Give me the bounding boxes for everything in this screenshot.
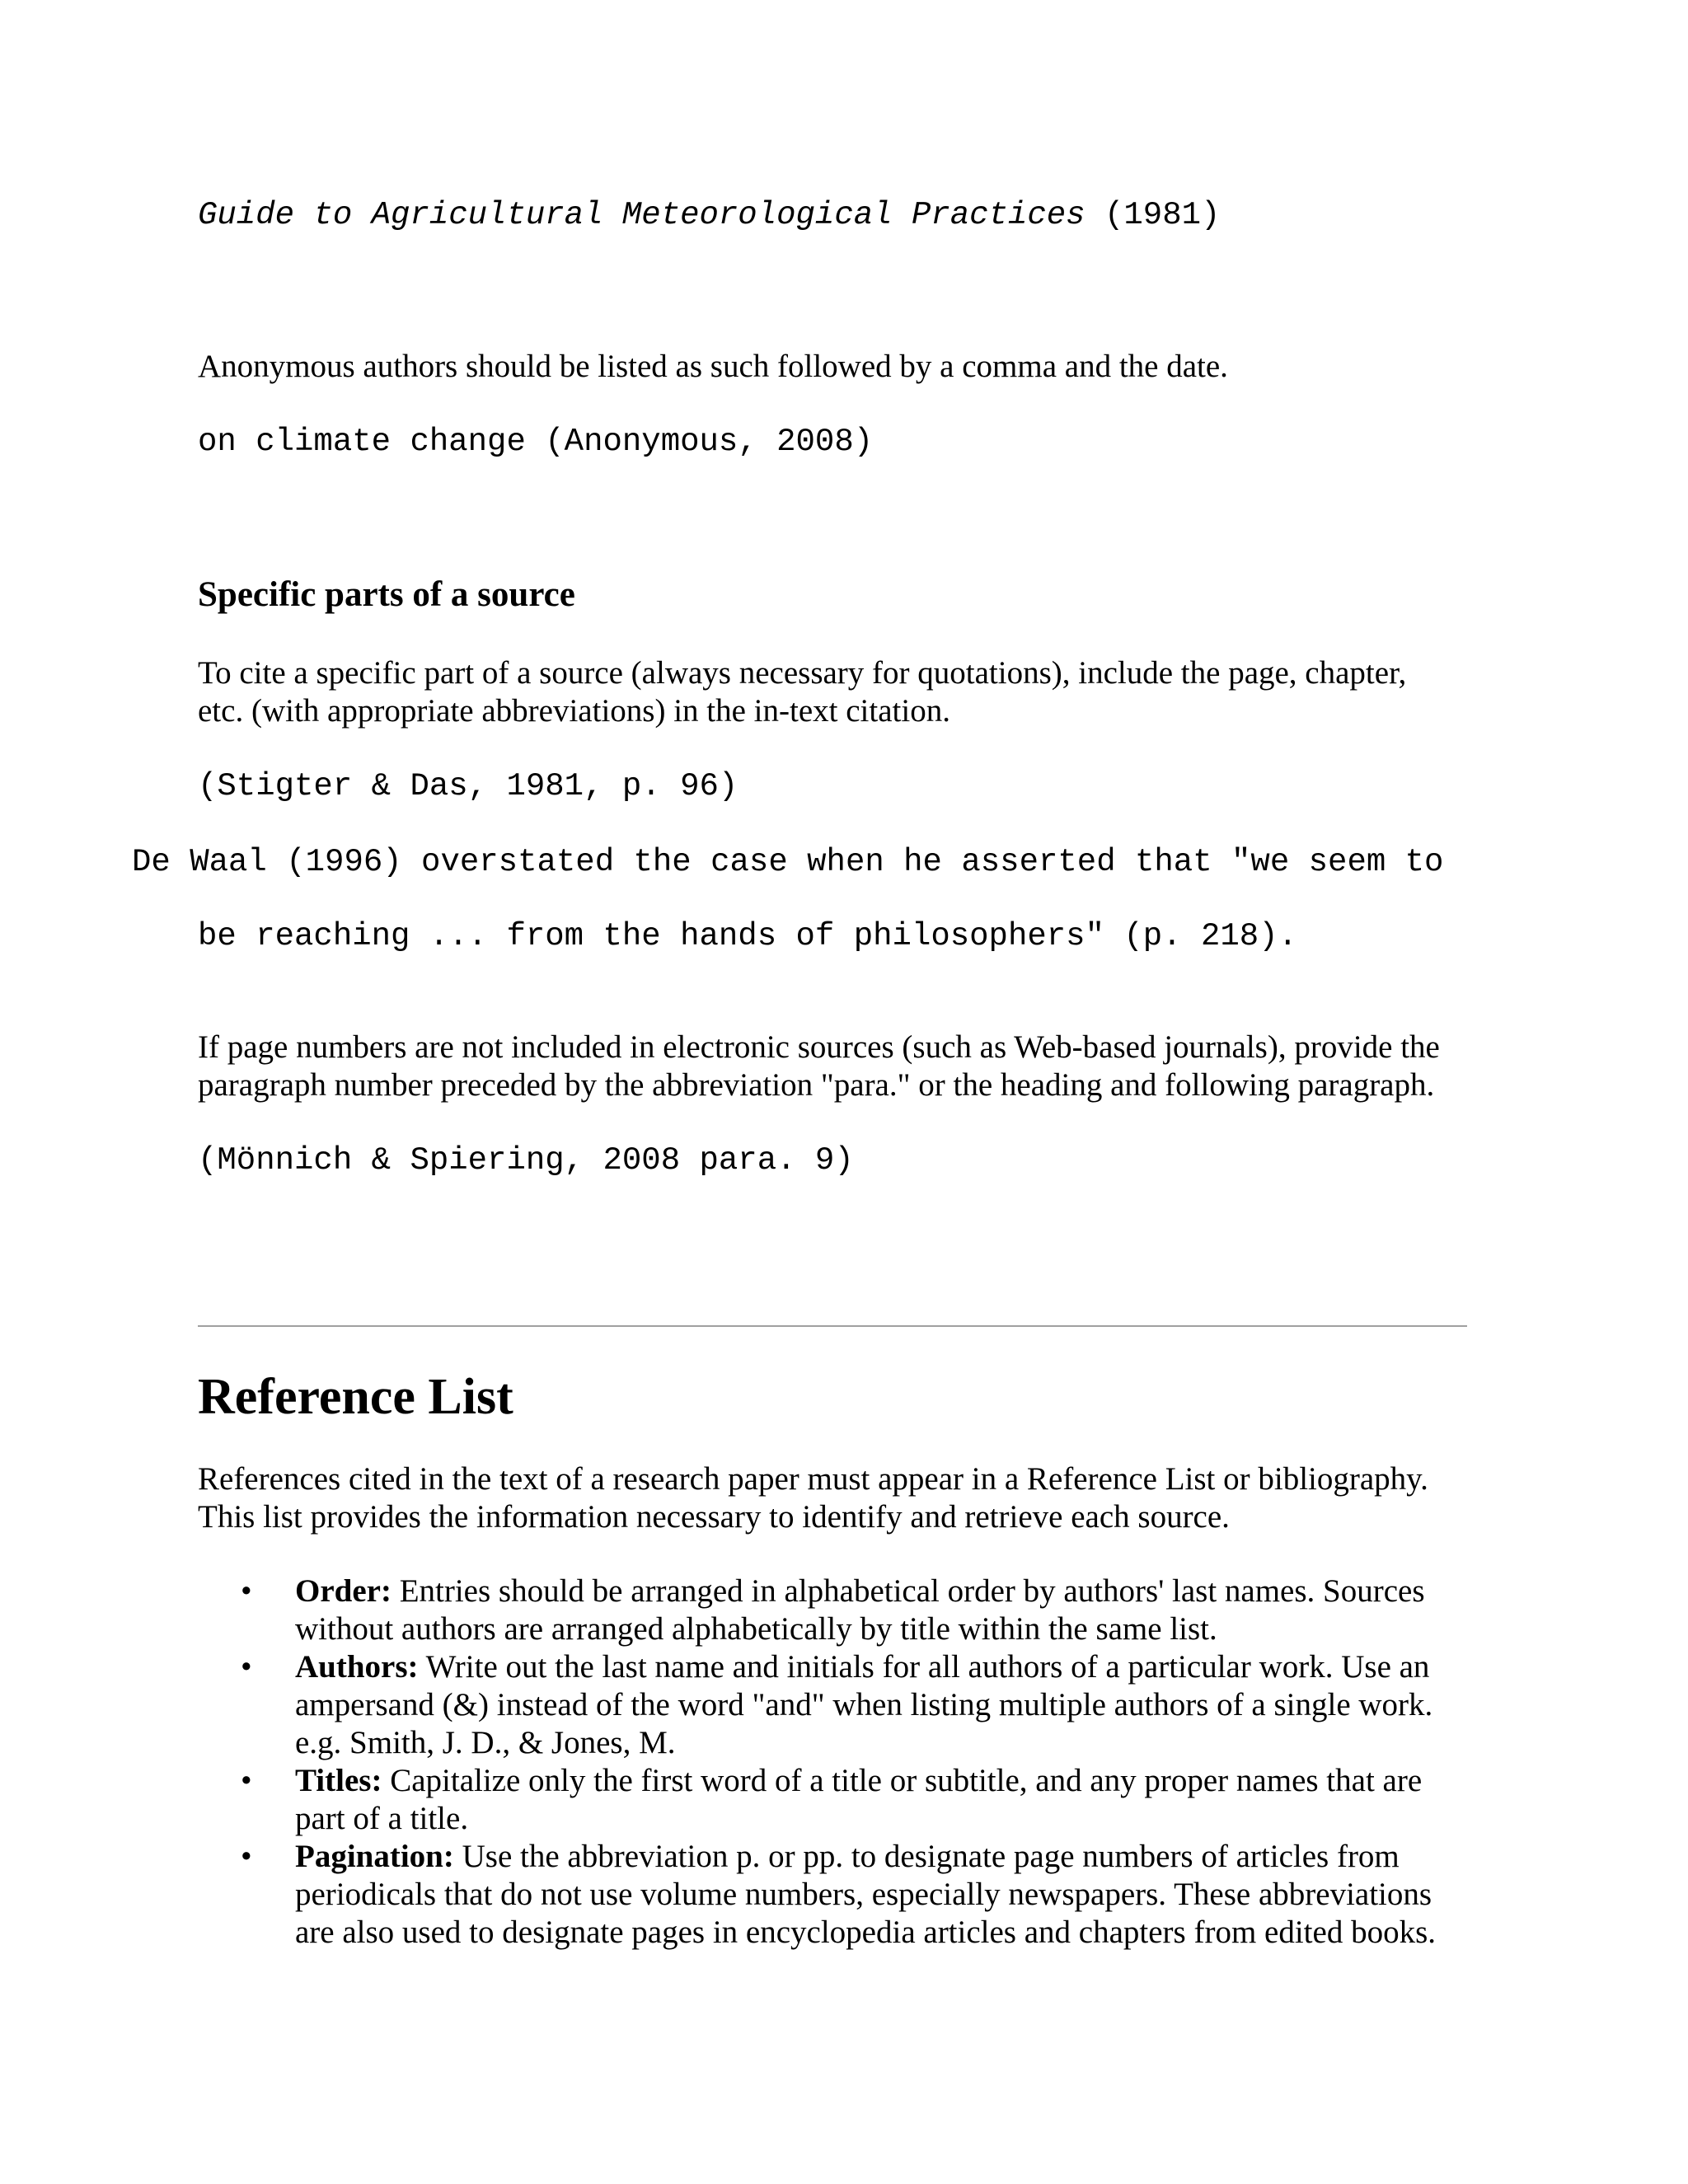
bullet-icon: • bbox=[241, 1763, 252, 1798]
list-item-text: part of a title. bbox=[295, 1801, 469, 1836]
specific-parts-intro-line2: etc. (with appropriate abbreviations) in the in-text citation. bbox=[198, 693, 950, 729]
list-item-text: periodicals that do not use volume numbers, especially newspapers. These abbreviations bbox=[295, 1877, 1432, 1912]
list-item-label: Pagination: bbox=[295, 1839, 454, 1874]
example-book-year: (1981) bbox=[1104, 197, 1221, 233]
example-book-title bbox=[198, 197, 1220, 233]
bullet-icon: • bbox=[241, 1573, 252, 1609]
list-item bbox=[198, 1572, 1484, 1648]
bullet-icon: • bbox=[241, 1649, 252, 1685]
reference-list-intro-line2: This list provides the information necessary to identify and retrieve each source. bbox=[198, 1499, 1230, 1535]
list-item-text: are also used to designate pages in encyclopedia articles and chapters from edited books. bbox=[295, 1915, 1437, 1950]
specific-parts-intro-line1: To cite a specific part of a source (always necessary for quotations), include the page, chapter, bbox=[198, 655, 1407, 691]
list-item-label: Titles: bbox=[295, 1763, 382, 1798]
electronic-sources-line1: If page numbers are not included in electronic sources (such as Web-based journals), provide the bbox=[198, 1029, 1440, 1065]
list-item-label: Authors: bbox=[295, 1649, 419, 1685]
list-item-text: Write out the last name and initials for all authors of a particular work. Use an bbox=[425, 1649, 1430, 1685]
list-item-text: ampersand (&) instead of the word "and" when listing multiple authors of a single work. bbox=[295, 1687, 1433, 1722]
list-item bbox=[198, 1762, 1484, 1838]
list-item-text: Use the abbreviation p. or pp. to designate page numbers of articles from bbox=[462, 1839, 1400, 1874]
citation-example-monnich: (Mönnich & Spiering, 2008 para. 9) bbox=[198, 1142, 854, 1179]
list-item bbox=[198, 1838, 1484, 1952]
reference-list-heading: Reference List bbox=[198, 1369, 513, 1425]
reference-list-intro-line1: References cited in the text of a research paper must appear in a Reference List or bibliography. bbox=[198, 1461, 1428, 1497]
list-item-text: without authors are arranged alphabetically by title within the same list. bbox=[295, 1611, 1217, 1647]
anonymous-authors-text: Anonymous authors should be listed as such followed by a comma and the date. bbox=[198, 349, 1228, 384]
reference-list-intro bbox=[198, 1460, 1428, 1536]
citation-example-dewaal-line2: be reaching ... from the hands of philosophers" (p. 218). bbox=[198, 918, 1298, 954]
specific-parts-heading: Specific parts of a source bbox=[198, 575, 575, 614]
bullet-icon: • bbox=[241, 1839, 252, 1874]
reference-rules-list bbox=[198, 1572, 1484, 1952]
electronic-sources-text bbox=[198, 1029, 1440, 1104]
citation-example-dewaal-line1: De Waal (1996) overstated the case when he asserted that "we seem to bbox=[132, 844, 1444, 880]
electronic-sources-line2: paragraph number preceded by the abbreviation "para." or the heading and following paragraph. bbox=[198, 1067, 1435, 1103]
example-book-title-italic: Guide to Agricultural Meteorological Practices bbox=[198, 197, 1085, 233]
anonymous-example: on climate change (Anonymous, 2008) bbox=[198, 424, 874, 460]
list-item bbox=[198, 1648, 1484, 1762]
list-item-text: Capitalize only the first word of a title or subtitle, and any proper names that are bbox=[390, 1763, 1423, 1798]
section-divider bbox=[198, 1325, 1467, 1327]
citation-example-stigter: (Stigter & Das, 1981, p. 96) bbox=[198, 768, 738, 804]
list-item-text: Entries should be arranged in alphabetical order by authors' last names. Sources bbox=[399, 1573, 1425, 1609]
list-item-label: Order: bbox=[295, 1573, 392, 1609]
list-item-text: e.g. Smith, J. D., & Jones, M. bbox=[295, 1725, 676, 1760]
specific-parts-intro bbox=[198, 654, 1406, 730]
